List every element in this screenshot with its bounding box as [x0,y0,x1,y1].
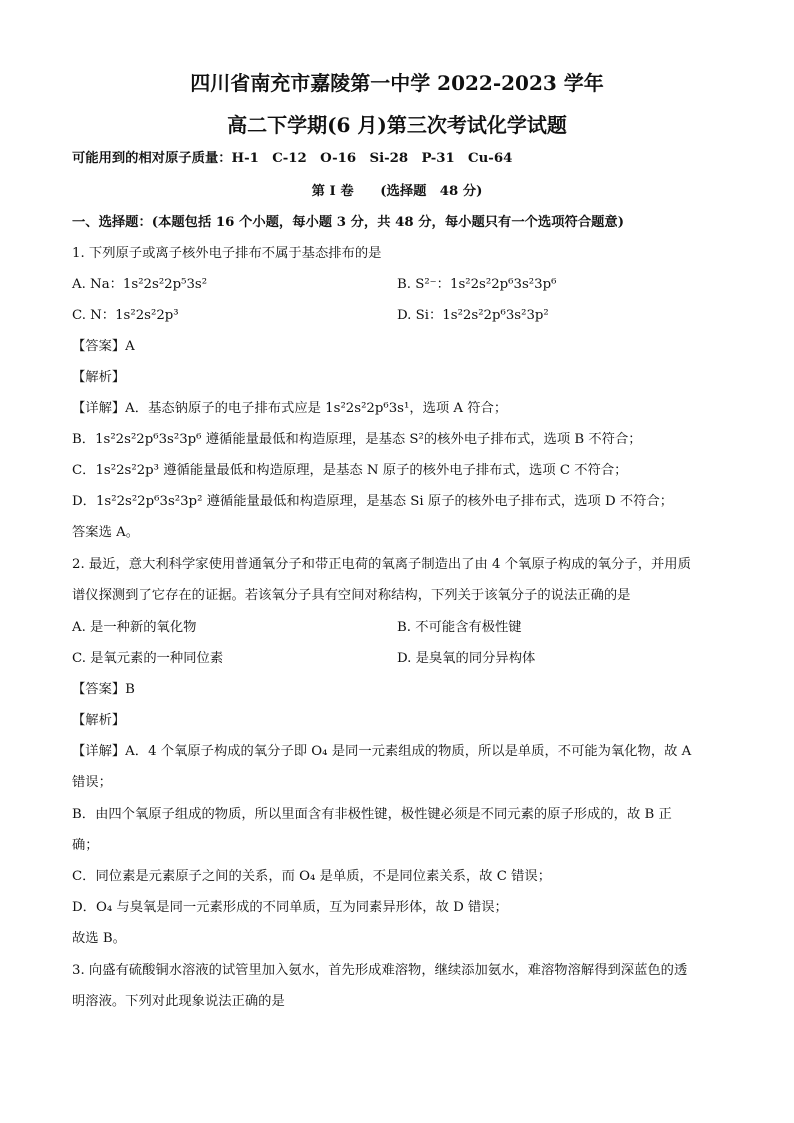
q3-stem-line2: 明溶液。下列对此现象说法正确的是 [72,994,285,1009]
exam-title-line2: 高二下学期(6 月)第三次考试化学试题 [227,113,567,137]
q2-detail-a-line2: 错误； [72,775,112,790]
q2-option-c: C. 是氧元素的一种同位素 [72,651,224,666]
part-instructions: 一、选择题：(本题包括 16 个小题，每小题 3 分，共 48 分，每小题只有一个选项符合题意) [72,215,625,230]
q1-analysis-label: 【解析】 [72,370,126,385]
q1-option-b: B. S²⁻：1s²2s²2p⁶3s²3p⁶ [397,277,557,292]
q3-stem-line1: 3. 向盛有硫酸铜水溶液的试管里加入氨水，首先形成难溶物，继续添加氨水，难溶物溶解得到深蓝色的透 [72,963,688,978]
q1-detail-a: 【详解】A．基态钠原子的电子排布式应是 1s²2s²2p⁶3s¹，选项 A 符合； [72,401,508,416]
q2-option-d: D. 是臭氧的同分异构体 [397,651,536,666]
q1-detail-c: C．1s²2s²2p³ 遵循能量最低和构造原理，是基态 N 原子的核外电子排布式，选项 C 不符合； [72,463,628,478]
q1-option-d: D. Si：1s²2s²2p⁶3s²3p² [397,308,549,323]
q1-stem: 1. 下列原子或离子核外电子排布不属于基态排布的是 [72,246,382,261]
q2-option-b: B. 不可能含有极性键 [397,620,522,635]
q2-detail-d: D．O₄ 与臭氧是同一元素形成的不同单质，互为同素异形体，故 D 错误； [72,900,508,915]
q1-conclusion: 答案选 A。 [72,525,140,540]
q1-option-c: C. N：1s²2s²2p³ [72,308,179,323]
q2-detail-c: C．同位素是元素原子之间的关系，而 O₄ 是单质，不是同位素关系，故 C 错误； [72,869,551,884]
q2-conclusion: 故选 B。 [72,931,126,946]
q2-detail-b-line2: 确； [72,838,99,853]
q1-answer: 【答案】A [72,339,135,354]
q1-option-a: A. Na：1s²2s²2p⁵3s² [72,277,208,292]
q2-detail-a-line1: 【详解】A．4 个氧原子构成的氧分子即 O₄ 是同一元素组成的物质，所以是单质，不可能为氧化物，故 A [72,744,692,759]
q2-answer: 【答案】B [72,682,135,697]
exam-title-line1: 四川省南充市嘉陵第一中学 2022-2023 学年 [190,71,604,95]
q2-analysis-label: 【解析】 [72,713,126,728]
atomic-masses: 可能用到的相对原子质量：H-1 C-12 O-16 Si-28 P-31 Cu-64 [72,151,513,166]
q2-option-a: A. 是一种新的氧化物 [72,620,197,635]
q2-stem-line1: 2. 最近，意大利科学家使用普通氧分子和带正电荷的氧离子制造出了由 4 个氧原子构成的氧分子，并用质 [72,557,691,572]
q2-detail-b-line1: B．由四个氧原子组成的物质，所以里面含有非极性键，极性键必须是不同元素的原子形成的，故 B 正 [72,807,672,822]
section-label: 第 I 卷 (选择题 48 分) [311,184,483,199]
q1-detail-b: B．1s²2s²2p⁶3s²3p⁶ 遵循能量最低和构造原理，是基态 S²的核外电子排布式，选项 B 不符合； [72,432,642,447]
q2-stem-line2: 谱仪探测到了它存在的证据。若该氧分子具有空间对称结构，下列关于该氧分子的说法正确的是 [72,588,631,603]
q1-detail-d: D．1s²2s²2p⁶3s²3p² 遵循能量最低和构造原理，是基态 Si 原子的核外电子排布式，选项 D 不符合； [72,494,674,509]
